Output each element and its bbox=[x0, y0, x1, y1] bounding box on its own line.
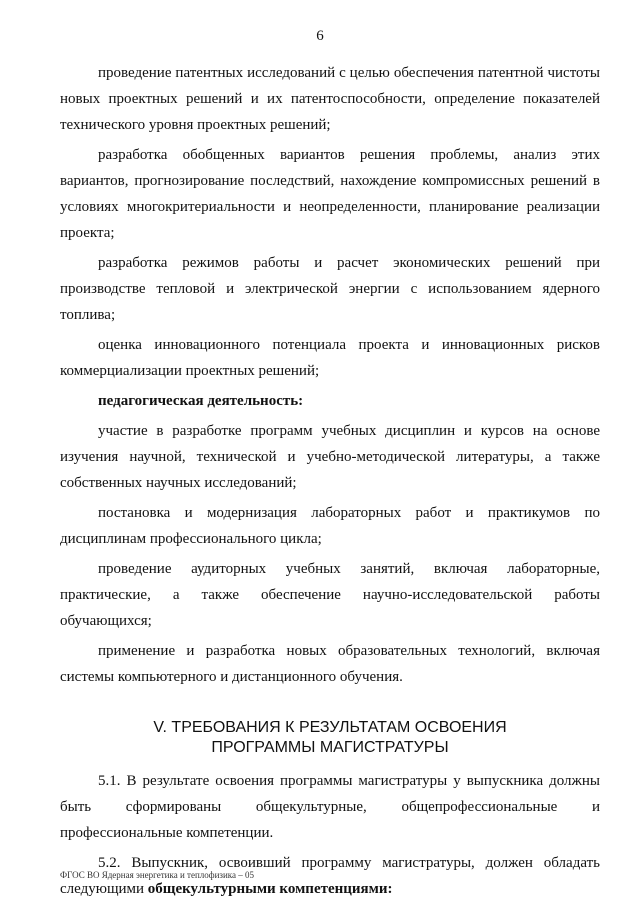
paragraph-generalized-solutions: разработка обобщенных вариантов решения проблемы, анализ этих вариантов, прогнозирование последствий, нахождение компромиссных решений в условиях многокритериальности и неопределенности, планирование реализации проекта; bbox=[60, 147, 600, 241]
paragraph-lab-modernization: постановка и модернизация лабораторных работ и практикумов по дисциплинам профессионального цикла; bbox=[60, 505, 600, 547]
clause-5-1: 5.1. В результате освоения программы магистратуры у выпускника должны быть сформированы общекультурные, общепрофессиональные и профессиональные компетенции. bbox=[60, 773, 600, 841]
section-title-line1: V. ТРЕБОВАНИЯ К РЕЗУЛЬТАТАМ ОСВОЕНИЯ bbox=[153, 719, 507, 736]
paragraph-program-development: участие в разработке программ учебных дисциплин и курсов на основе изучения научной, технической и учебно-методической литературы, а также собственных научных исследований; bbox=[60, 423, 600, 491]
section-title-line2: ПРОГРАММЫ МАГИСТРАТУРЫ bbox=[211, 739, 449, 756]
paragraph-innovation-assessment: оценка инновационного потенциала проекта и инновационных рисков коммерциализации проектных решений; bbox=[60, 337, 600, 379]
paragraph-operating-modes: разработка режимов работы и расчет экономических решений при производстве тепловой и электрической энергии с использованием ядерного топлива; bbox=[60, 255, 600, 323]
paragraph-educational-technologies: применение и разработка новых образовательных технологий, включая системы компьютерного и дистанционного обучения. bbox=[60, 643, 600, 685]
section-title bbox=[60, 718, 600, 758]
paragraph-patent-research: проведение патентных исследований с целью обеспечения патентной чистоты новых проектных решений и их патентоспособности, определение показателей технического уровня проектных решений; bbox=[60, 65, 600, 133]
document-body bbox=[60, 60, 600, 902]
clause-5-2-text: 5.2. Выпускник, освоивший программу магистратуры, должен обладать следующими bbox=[60, 855, 600, 897]
pedagogical-heading: педагогическая деятельность: bbox=[98, 393, 304, 409]
page-number: 6 bbox=[316, 28, 324, 44]
paragraph-classroom-teaching: проведение аудиторных учебных занятий, включая лабораторные, практические, а также обеспечение научно-исследовательской работы обучающихся; bbox=[60, 561, 600, 629]
clause-5-2-bold: общекультурными компетенциями: bbox=[147, 881, 393, 897]
footer: ФГОС ВО Ядерная энергетика и теплофизика – 05 bbox=[60, 870, 255, 880]
